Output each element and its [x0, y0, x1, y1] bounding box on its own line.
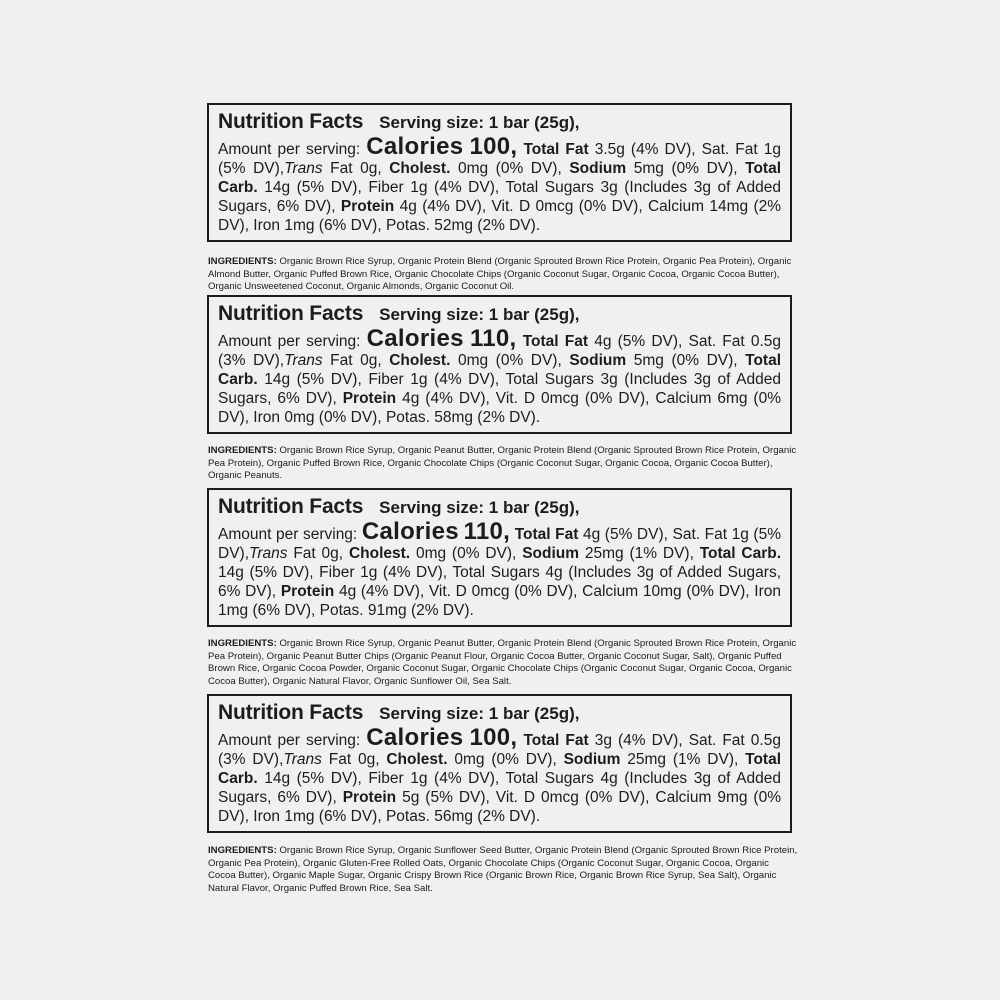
- nutrition-body: [218, 724, 782, 826]
- ingredients-label: INGREDIENTS:: [208, 445, 277, 456]
- total-carb-label: Total Carb.: [218, 751, 782, 787]
- sodium-value: 5mg (0% DV),: [633, 160, 738, 177]
- sodium-label: Sodium: [569, 352, 627, 369]
- total-fat-label: Total Fat: [523, 732, 589, 749]
- cholest-label: Cholest.: [389, 352, 451, 369]
- protein-label: Protein: [340, 198, 395, 215]
- total-carb-label: Total Carb.: [218, 160, 782, 196]
- total-fat-value: 4g (5% DV), Sat. Fat 0.5g (3% DV),: [218, 333, 782, 369]
- nutrition-facts-panel: [207, 694, 792, 833]
- nutrition-facts-title: Nutrition Facts: [218, 495, 364, 518]
- total-carb-value: 14g (5% DV), Fiber 1g (4% DV), Total Sugars 4g (Includes 3g of Added Sugars, 6% DV),: [218, 564, 781, 600]
- sodium-label: Sodium: [522, 545, 580, 562]
- sodium-label: Sodium: [563, 751, 621, 768]
- total-fat-label: Total Fat: [523, 141, 589, 158]
- amount-label: Amount per serving:: [218, 526, 358, 543]
- nutrition-body: [218, 518, 782, 620]
- protein-value: 4g (4% DV), Vit. D 0mcg (0% DV), Calcium 10mg (0% DV), Iron 1mg (6% DV), Potas. 91mg (2% DV).: [218, 583, 782, 619]
- calories-label: Calories: [366, 133, 464, 160]
- ingredients-text: [208, 256, 798, 294]
- ingredients-text: [208, 638, 798, 688]
- total-fat-value: 4g (5% DV), Sat. Fat 1g (5% DV),: [218, 526, 781, 562]
- cholest-label: Cholest.: [348, 545, 411, 562]
- calories-label: Calories: [366, 724, 464, 751]
- protein-value: 4g (4% DV), Vit. D 0mcg (0% DV), Calcium 6mg (0% DV), Iron 0mg (0% DV), Potas. 58mg (2% DV).: [218, 390, 781, 426]
- cholest-value: 0mg (0% DV),: [415, 545, 517, 562]
- protein-value: 5g (5% DV), Vit. D 0mcg (0% DV), Calcium 9mg (0% DV), Iron 1mg (6% DV), Potas. 56mg (2% DV).: [218, 789, 781, 825]
- ingredients-label: INGREDIENTS:: [208, 845, 277, 856]
- nutrition-facts-title: Nutrition Facts: [218, 701, 364, 724]
- protein-value: 4g (4% DV), Vit. D 0mcg (0% DV), Calcium 14mg (2% DV), Iron 1mg (6% DV), Potas. 52mg (2% DV).: [218, 198, 782, 234]
- calories-label: Calories: [366, 325, 464, 352]
- amount-label: Amount per serving:: [218, 732, 361, 749]
- ingredients-list: Organic Brown Rice Syrup, Organic Peanut Butter, Organic Protein Blend (Organic Sprouted Brown Rice Protein, Organic Pea Protein), Organic Peanut Butter Chips (Organic Peanut Flour, Organic Cocoa Butter, Organic Coconut Sugar, Salt), Organic Puffed Brown Rice, Organic Cocoa Powder, Organic Coconut Sugar, Organic Chocolate Chips (Organic Coconut Sugar, Organic Cocoa, Organic Cocoa Butter), Organic Natural Flavor, Organic Sunflower Oil, Sea Salt.: [208, 638, 797, 687]
- ingredients-list: Organic Brown Rice Syrup, Organic Sunflower Seed Butter, Organic Protein Blend (Organic Sprouted Brown Rice Protein, Organic Pea Protein), Organic Gluten-Free Rolled Oats, Organic Chocolate Chips (Organic Coconut Sugar, Organic Cocoa, Organic Cocoa Butter), Organic Maple Sugar, Organic Crispy Brown Rice (Organic Brown Rice, Organic Brown Rice Syrup, Sea Salt), Organic Natural Flavor, Organic Puffed Brown Rice, Sea Salt.: [208, 845, 798, 894]
- calories-value: 100,: [469, 133, 518, 160]
- calories-value: 110,: [463, 518, 511, 545]
- panel-header: [218, 494, 781, 521]
- serving-size: Serving size: 1 bar (25g),: [379, 113, 580, 132]
- panel-header: [218, 301, 781, 328]
- serving-size: Serving size: 1 bar (25g),: [379, 305, 580, 324]
- trans-label: Trans: [284, 352, 323, 369]
- trans-value: Fat 0g,: [293, 545, 344, 562]
- total-carb-value: 14g (5% DV), Fiber 1g (4% DV), Total Sugars 3g (Includes 3g of Added Sugars, 6% DV),: [218, 371, 781, 407]
- total-carb-label: Total Carb.: [699, 545, 782, 562]
- nutrition-facts-panel: [207, 295, 792, 434]
- serving-size: Serving size: 1 bar (25g),: [379, 498, 580, 517]
- calories-label: Calories: [361, 518, 459, 545]
- calories-value: 110,: [469, 325, 517, 352]
- trans-label: Trans: [283, 751, 322, 768]
- serving-size: Serving size: 1 bar (25g),: [379, 704, 580, 723]
- ingredients-list: Organic Brown Rice Syrup, Organic Peanut Butter, Organic Protein Blend (Organic Sprouted Brown Rice Protein, Organic Pea Protein), Organic Puffed Brown Rice, Organic Chocolate Chips (Organic Coconut Sugar, Organic Cocoa, Organic Cocoa Butter), Organic Peanuts.: [208, 445, 797, 482]
- sodium-label: Sodium: [569, 160, 627, 177]
- amount-label: Amount per serving:: [218, 333, 361, 350]
- cholest-label: Cholest.: [386, 751, 448, 768]
- sodium-value: 25mg (1% DV),: [584, 545, 694, 562]
- total-carb-label: Total Carb.: [218, 352, 782, 388]
- protein-label: Protein: [280, 583, 335, 600]
- amount-label: Amount per serving:: [218, 141, 361, 158]
- total-carb-value: 14g (5% DV), Fiber 1g (4% DV), Total Sugars 4g (Includes 3g of Added Sugars, 6% DV),: [218, 770, 781, 806]
- cholest-value: 0mg (0% DV),: [457, 160, 562, 177]
- cholest-label: Cholest.: [389, 160, 451, 177]
- protein-label: Protein: [342, 390, 397, 407]
- cholest-value: 0mg (0% DV),: [457, 352, 562, 369]
- nutrition-facts-panel: [207, 488, 792, 627]
- panel-header: [218, 109, 781, 136]
- total-fat-value: 3.5g (4% DV), Sat. Fat 1g (5% DV),: [218, 141, 781, 177]
- panel-header: [218, 700, 781, 727]
- ingredients-label: INGREDIENTS:: [208, 638, 277, 649]
- total-fat-value: 3g (4% DV), Sat. Fat 0.5g (3% DV),: [218, 732, 781, 768]
- trans-value: Fat 0g,: [328, 751, 380, 768]
- total-fat-label: Total Fat: [522, 333, 589, 350]
- trans-value: Fat 0g,: [330, 352, 382, 369]
- trans-label: Trans: [249, 545, 288, 562]
- total-carb-value: 14g (5% DV), Fiber 1g (4% DV), Total Sugars 3g (Includes 3g of Added Sugars, 6% DV),: [218, 179, 781, 215]
- nutrition-body: [218, 133, 782, 235]
- calories-value: 100,: [469, 724, 518, 751]
- ingredients-list: Organic Brown Rice Syrup, Organic Protein Blend (Organic Sprouted Brown Rice Protein, Organic Pea Protein), Organic Almond Butter, Organic Puffed Brown Rice, Organic Chocolate Chips (Organic Coconut Sugar, Organic Cocoa, Organic Cocoa Butter), Organic Unsweetened Coconut, Organic Almonds, Organic Coconut Oil.: [208, 256, 792, 293]
- ingredients-label: INGREDIENTS:: [208, 256, 277, 267]
- sodium-value: 25mg (1% DV),: [627, 751, 739, 768]
- nutrition-facts-panel: [207, 103, 792, 242]
- protein-label: Protein: [342, 789, 397, 806]
- nutrition-facts-title: Nutrition Facts: [218, 110, 364, 133]
- sodium-value: 5mg (0% DV),: [633, 352, 738, 369]
- nutrition-facts-title: Nutrition Facts: [218, 302, 364, 325]
- trans-label: Trans: [284, 160, 323, 177]
- total-fat-label: Total Fat: [514, 526, 579, 543]
- trans-value: Fat 0g,: [330, 160, 382, 177]
- nutrition-body: [218, 325, 782, 427]
- ingredients-text: [208, 445, 798, 483]
- cholest-value: 0mg (0% DV),: [454, 751, 557, 768]
- ingredients-text: [208, 845, 798, 895]
